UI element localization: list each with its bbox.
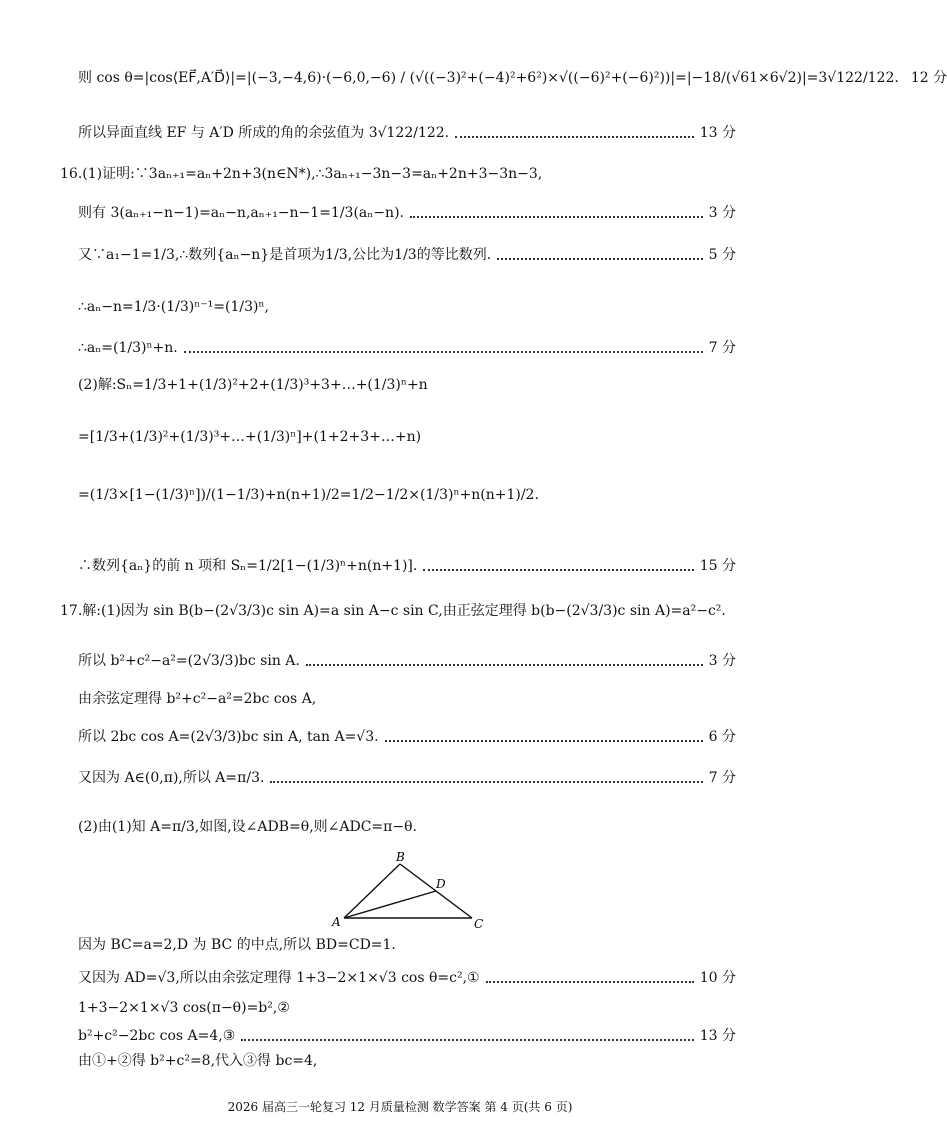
score-mark: 12 分 xyxy=(910,70,947,86)
solution-line xyxy=(78,1026,736,1046)
dot-leader xyxy=(385,740,703,742)
solution-line xyxy=(78,998,736,1018)
line-text: b²+c²−2bc cos A=4,③ xyxy=(78,1028,236,1044)
line-text: ∴数列{aₙ}的前 n 项和 Sₙ=1/2[1−(1/3)ⁿ+n(n+1)]. xyxy=(78,558,418,574)
dot-leader xyxy=(455,136,694,138)
solution-line xyxy=(78,556,736,576)
line-text: 又∵a₁−1=1/3,∴数列{aₙ−n}是首项为1/3,公比为1/3的等比数列. xyxy=(78,247,492,263)
dot-leader xyxy=(241,1039,693,1041)
score-mark: 7 分 xyxy=(708,340,736,356)
line-text: 因为 BC=a=2,D 为 BC 的中点,所以 BD=CD=1. xyxy=(78,937,396,953)
score-mark: 10 分 xyxy=(699,970,736,986)
score-mark: 15 分 xyxy=(699,558,736,574)
score-mark: 3 分 xyxy=(708,653,736,669)
score-mark: 3 分 xyxy=(708,205,736,221)
solution-line xyxy=(78,245,736,265)
line-text: 17.解:(1)因为 sin B(b−(2√3/3)c sin A)=a sin A−c sin C,由正弦定理得 b(b−(2√3/3)c sin A)=a²−c². xyxy=(60,603,726,619)
solution-line xyxy=(78,768,736,788)
line-text: 所以 b²+c²−a²=(2√3/3)bc sin A. xyxy=(78,653,300,669)
line-text: 由①+②得 b²+c²=8,代入③得 bc=4, xyxy=(78,1053,318,1069)
line-text: =(1/3×[1−(1/3)ⁿ])/(1−1/3)+n(n+1)/2=1/2−1/2×(1/3)ⁿ+n(n+1)/2. xyxy=(78,487,539,503)
score-mark: 5 分 xyxy=(708,247,736,263)
solution-line xyxy=(60,601,736,621)
line-text: =[1/3+(1/3)²+(1/3)³+…+(1/3)ⁿ]+(1+2+3+…+n) xyxy=(78,429,422,445)
solution-line xyxy=(78,375,736,395)
dot-leader xyxy=(423,569,693,571)
solution-line xyxy=(78,817,736,837)
label-b: B xyxy=(396,850,405,864)
solution-line xyxy=(78,689,736,709)
dot-leader xyxy=(486,981,694,983)
solution-line xyxy=(78,123,736,143)
solution-line xyxy=(78,427,736,447)
solution-line xyxy=(78,485,736,505)
score-mark: 13 分 xyxy=(699,1028,736,1044)
score-mark: 13 分 xyxy=(699,125,736,141)
solution-line xyxy=(78,727,736,747)
dot-leader xyxy=(410,216,703,218)
label-a: A xyxy=(332,915,341,929)
solution-line xyxy=(78,968,736,988)
dot-leader xyxy=(270,781,702,783)
line-text: (2)由(1)知 A=π/3,如图,设∠ADB=θ,则∠ADC=π−θ. xyxy=(78,819,417,835)
line-text: 由余弦定理得 b²+c²−a²=2bc cos A, xyxy=(78,691,317,707)
line-text: 所以异面直线 EF 与 A′D 所成的角的余弦值为 3√122/122. xyxy=(78,125,450,141)
page-footer: 2026 届高三一轮复习 12 月质量检测 数学答案 第 4 页(共 6 页) xyxy=(227,1100,573,1114)
solution-line xyxy=(78,68,947,88)
solution-line xyxy=(78,1051,736,1071)
score-mark: 7 分 xyxy=(708,770,736,786)
score-mark: 6 分 xyxy=(708,729,736,745)
line-text: (2)解:Sₙ=1/3+1+(1/3)²+2+(1/3)³+3+…+(1/3)ⁿ+n xyxy=(78,377,428,393)
label-d: D xyxy=(436,877,446,891)
dot-leader xyxy=(306,664,703,666)
solution-line xyxy=(78,338,736,358)
line-text: 16.(1)证明:∵3aₙ₊₁=aₙ+2n+3(n∈N*),∴3aₙ₊₁−3n−3=aₙ+2n+3−3n−3, xyxy=(60,166,543,182)
triangle-figure xyxy=(330,852,500,932)
solution-line xyxy=(60,164,736,184)
solution-line xyxy=(78,203,736,223)
line-text: 所以 2bc cos A=(2√3/3)bc sin A, tan A=√3. xyxy=(78,729,379,745)
dot-leader xyxy=(184,351,703,353)
line-text: 又因为 AD=√3,所以由余弦定理得 1+3−2×1×√3 cos θ=c²,① xyxy=(78,970,480,986)
line-text: ∴aₙ=(1/3)ⁿ+n. xyxy=(78,340,178,356)
label-c: C xyxy=(474,917,484,931)
solution-line xyxy=(78,651,736,671)
line-text: 1+3−2×1×√3 cos(π−θ)=b²,② xyxy=(78,1000,290,1016)
line-text: 则 cos θ=|cos⟨EF⃗,A′D⃗⟩|=|(−3,−4,6)·(−6,0,−6) / (√((−3)²+(−4)²+6²)×√((−6)²+(−6)²))|=|−18/(√61×6√2)|=3√122/122. xyxy=(78,70,899,86)
line-text: 又因为 A∈(0,π),所以 A=π/3. xyxy=(78,770,265,786)
line-text: 则有 3(aₙ₊₁−n−1)=aₙ−n,aₙ₊₁−n−1=1/3(aₙ−n). xyxy=(78,205,404,221)
solution-line xyxy=(78,297,736,317)
solution-line xyxy=(78,935,736,955)
line-text: ∴aₙ−n=1/3·(1/3)ⁿ⁻¹=(1/3)ⁿ, xyxy=(78,299,269,315)
dot-leader xyxy=(497,258,702,260)
